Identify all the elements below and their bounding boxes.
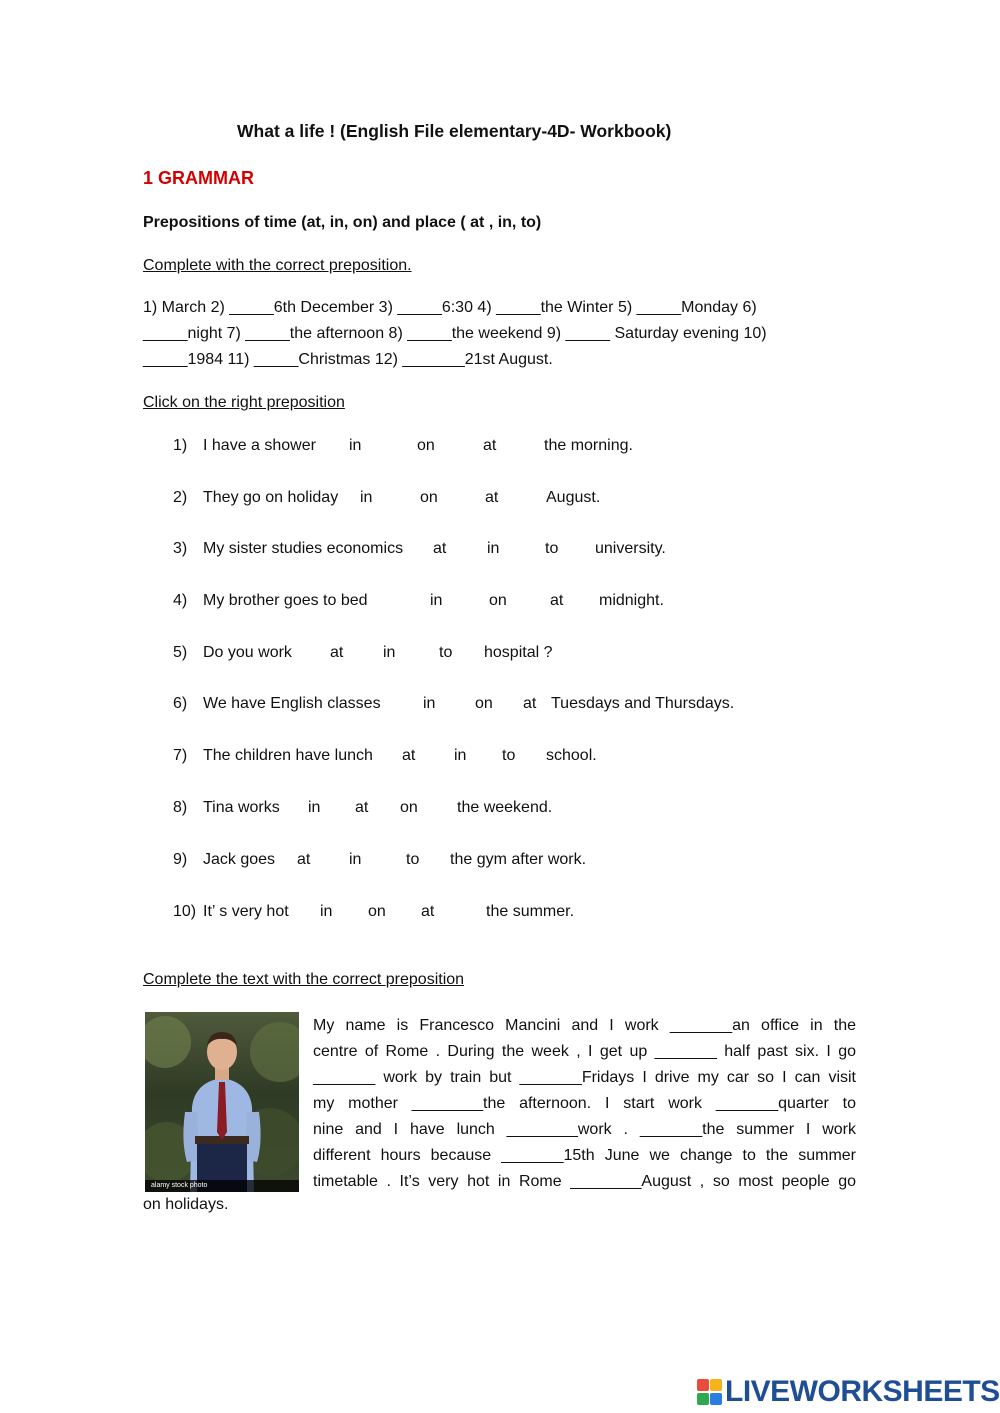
logo-mark-icon xyxy=(697,1377,723,1407)
logo-text: LIVEWORKSHEETS xyxy=(725,1375,1000,1408)
question-number: 7) xyxy=(173,747,188,764)
question-ending: university. xyxy=(595,540,666,557)
question-4 xyxy=(173,592,873,614)
option-on[interactable]: on xyxy=(400,799,418,816)
question-6 xyxy=(173,695,873,717)
question-stem: The children have lunch xyxy=(203,747,373,764)
text-line: _______ work by train but _______Fridays I drive my car so I can visit xyxy=(313,1069,856,1086)
option-at[interactable]: at xyxy=(355,799,369,816)
question-number: 10) xyxy=(173,903,197,920)
question-10 xyxy=(173,903,873,925)
option-at[interactable]: at xyxy=(297,851,311,868)
cloze-text xyxy=(313,1013,856,1195)
option-at[interactable]: at xyxy=(433,540,447,557)
option-in[interactable]: in xyxy=(320,903,333,920)
option-on[interactable]: on xyxy=(368,903,386,920)
question-stem: Jack goes xyxy=(203,851,276,868)
question-stem: I have a shower xyxy=(203,437,316,454)
man-illustration xyxy=(145,1012,299,1192)
question-ending: Tuesdays and Thursdays. xyxy=(551,695,735,712)
option-in[interactable]: in xyxy=(487,540,500,557)
option-to[interactable]: to xyxy=(439,644,453,661)
question-ending: hospital ? xyxy=(484,644,553,661)
man-photo xyxy=(145,1012,299,1192)
text-line: my mother ________the afternoon. I start work _______quarter to xyxy=(313,1095,856,1112)
question-stem: My sister studies economics xyxy=(203,540,404,557)
question-ending: midnight. xyxy=(599,592,664,609)
text-line: timetable . It’s very hot in Rome ________August , so most people go xyxy=(313,1173,856,1190)
question-stem: My brother goes to bed xyxy=(203,592,368,609)
question-number: 8) xyxy=(173,799,188,816)
question-2 xyxy=(173,489,873,511)
question-stem: It’ s very hot xyxy=(203,903,289,920)
section-heading: 1 GRAMMAR xyxy=(143,168,254,188)
question-number: 4) xyxy=(173,592,188,609)
option-at[interactable]: at xyxy=(483,437,497,454)
liveworksheets-logo xyxy=(697,1375,1000,1409)
option-in[interactable]: in xyxy=(430,592,443,609)
text-line: centre of Rome . During the week , I get up _______ half past six. I go xyxy=(313,1043,856,1060)
exercise1-line: 1) March 2) _____6th December 3) _____6:30 4) _____the Winter 5) _____Monday 6) xyxy=(143,299,757,316)
question-number: 6) xyxy=(173,695,188,712)
option-on[interactable]: on xyxy=(420,489,438,506)
option-to[interactable]: to xyxy=(502,747,516,764)
option-at[interactable]: at xyxy=(523,695,537,712)
option-at[interactable]: at xyxy=(485,489,499,506)
photo-caption: alamy stock photo xyxy=(145,1180,299,1192)
question-stem: They go on holiday xyxy=(203,489,339,506)
question-stem: Tina works xyxy=(203,799,280,816)
question-ending: the summer. xyxy=(486,903,575,920)
question-number: 2) xyxy=(173,489,188,506)
text-line: My name is Francesco Mancini and I work _______an office in the xyxy=(313,1017,856,1034)
text-line: different hours because _______15th June we change to the summer xyxy=(313,1147,856,1164)
exercise1-line: _____night 7) _____the afternoon 8) _____the weekend 9) _____ Saturday evening 10) xyxy=(143,325,767,342)
question-number: 1) xyxy=(173,437,188,454)
option-in[interactable]: in xyxy=(349,851,362,868)
question-number: 9) xyxy=(173,851,188,868)
question-ending: school. xyxy=(546,747,597,764)
option-on[interactable]: on xyxy=(417,437,435,454)
option-to[interactable]: to xyxy=(545,540,559,557)
exercise3-instruction: Complete the text with the correct preposition xyxy=(143,971,465,988)
exercise1-line: _____1984 11) _____Christmas 12) _______21st August. xyxy=(143,351,553,368)
question-ending: August. xyxy=(546,489,601,506)
option-in[interactable]: in xyxy=(360,489,373,506)
question-1 xyxy=(173,437,873,459)
option-on[interactable]: on xyxy=(475,695,493,712)
option-in[interactable]: in xyxy=(454,747,467,764)
exercise2-instruction: Click on the right preposition xyxy=(143,394,345,411)
option-at[interactable]: at xyxy=(330,644,344,661)
option-at[interactable]: at xyxy=(402,747,416,764)
question-3 xyxy=(173,540,873,562)
option-in[interactable]: in xyxy=(383,644,396,661)
question-number: 3) xyxy=(173,540,188,557)
question-8 xyxy=(173,799,873,821)
text-line-last: on holidays. xyxy=(143,1196,229,1213)
question-ending: the gym after work. xyxy=(450,851,587,868)
question-stem: We have English classes xyxy=(203,695,381,712)
exercise1-instruction: Complete with the correct preposition. xyxy=(143,257,412,274)
question-stem: Do you work xyxy=(203,644,292,661)
option-at[interactable]: at xyxy=(550,592,564,609)
question-5 xyxy=(173,644,873,666)
question-ending: the weekend. xyxy=(457,799,553,816)
question-7 xyxy=(173,747,873,769)
option-to[interactable]: to xyxy=(406,851,420,868)
option-in[interactable]: in xyxy=(349,437,362,454)
text-line: nine and I have lunch ________work . _______the summer I work xyxy=(313,1121,856,1138)
worksheet-title: What a life ! (English File elementary-4D- Workbook) xyxy=(237,121,672,141)
option-in[interactable]: in xyxy=(423,695,436,712)
question-9 xyxy=(173,851,873,873)
question-ending: the morning. xyxy=(544,437,633,454)
option-on[interactable]: on xyxy=(489,592,507,609)
question-number: 5) xyxy=(173,644,188,661)
option-in[interactable]: in xyxy=(308,799,321,816)
section-subtitle: Prepositions of time (at, in, on) and place ( at , in, to) xyxy=(143,214,542,231)
option-at[interactable]: at xyxy=(421,903,435,920)
